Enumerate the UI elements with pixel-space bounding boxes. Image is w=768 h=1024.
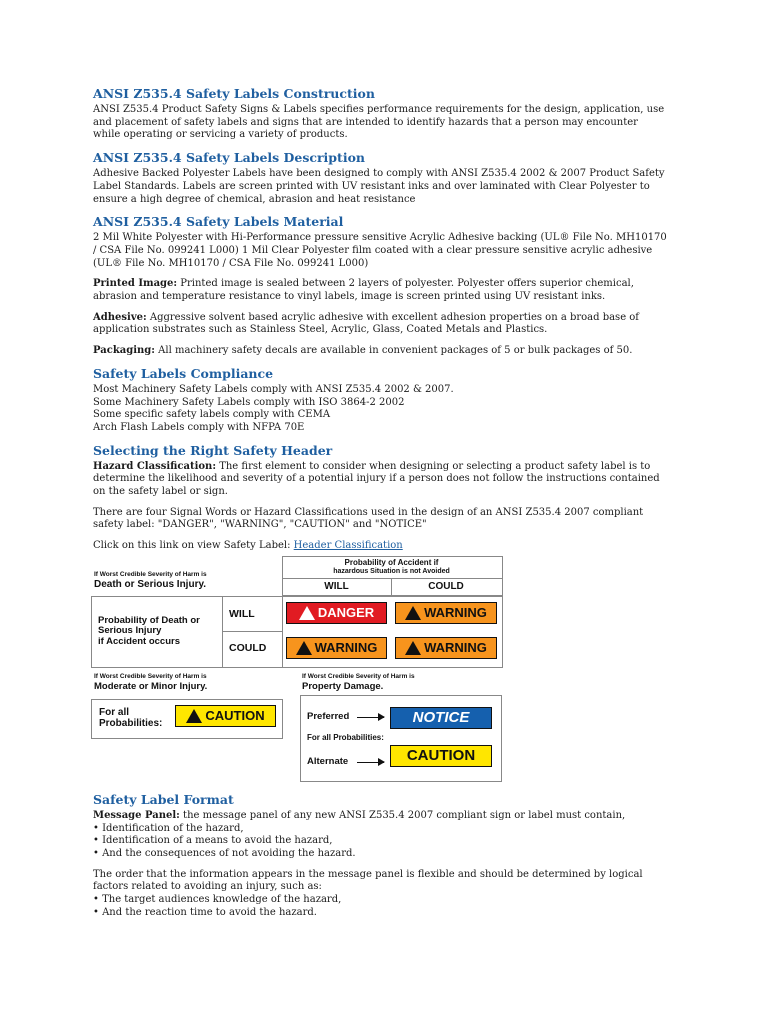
order-text: The order that the information appears in the message panel is flexible and should be determined by logical factors related to avoiding an injury, such as: <box>93 868 643 893</box>
compliance-line: Most Machinery Safety Labels comply with ANSI Z535.4 2002 & 2007. <box>93 383 454 395</box>
message-panel-text: the message panel of any new ANSI Z535.4 2007 compliant sign or label must contain, <box>179 809 626 821</box>
document-page <box>93 86 668 920</box>
for-all-label <box>99 707 162 729</box>
warning-sign <box>395 602 497 624</box>
adhesive-label: Adhesive: <box>93 311 147 323</box>
click-text: Click on this link on view Safety Label: <box>93 540 294 552</box>
arrow-right-icon <box>357 762 384 763</box>
warning-triangle-icon <box>405 606 421 620</box>
preferred-label: Preferred <box>307 710 350 722</box>
warning-label: WARNING <box>424 605 487 621</box>
severity-2-value: Moderate or Minor Injury. <box>94 680 208 692</box>
hazard-label: Hazard Classification: <box>93 460 217 472</box>
hazard-text: The first element to consider when designing or selecting a product safety label is to determine the likelihood and severity of a potential injury if a person does not follow the instructions contained on the safety label or sign. <box>93 460 660 498</box>
hazard-paragraph <box>93 461 668 499</box>
row-label-line: Serious Injury <box>98 625 162 637</box>
arrow-right-icon <box>357 717 384 718</box>
compliance-line: Arch Flash Labels comply with NFPA 70E <box>93 421 305 433</box>
row-label-line: if Accident occurs <box>98 635 181 647</box>
severity-1-value: Death or Serious Injury. <box>94 578 207 590</box>
col-could-label: COULD <box>428 580 464 592</box>
list-item: • Identification of a means to avoid the hazard, <box>93 835 333 847</box>
packaging-text: All machinery safety decals are available in convenient packages of 5 or bulk packages of 50. <box>154 345 633 357</box>
probability-title <box>282 558 501 576</box>
heading-material: ANSI Z535.4 Safety Labels Material <box>93 214 344 230</box>
for-all-probabilities: For all Probabilities: <box>307 732 384 742</box>
caution-sign-alternate: CAUTION <box>390 745 492 767</box>
for-all-line: For all <box>99 706 130 718</box>
severity-3-value: Property Damage. <box>302 680 384 692</box>
message-panel-line <box>93 810 668 823</box>
compliance-line: Some Machinery Safety Labels comply with ISO 3864-2 2002 <box>93 396 405 408</box>
printed-image-label: Printed Image: <box>93 278 178 290</box>
heading-safety-header: Selecting the Right Safety Header <box>93 442 333 458</box>
danger-label: DANGER <box>317 605 375 621</box>
danger-triangle-icon <box>299 606 315 620</box>
click-paragraph <box>93 540 668 553</box>
row-could-label: COULD <box>229 641 267 654</box>
compliance-line: Some specific safety labels comply with CEMA <box>93 409 331 421</box>
warning-label: WARNING <box>314 640 378 656</box>
construction-body: ANSI Z535.4 Product Safety Signs & Labels specifies performance requirements for the design, application, use and placement of safety labels and signs that are intended to identify hazards that a person may encounter while operating or servicing a variety of products. <box>93 104 665 141</box>
for-all-line: Probabilities: <box>99 717 163 729</box>
heading-compliance: Safety Labels Compliance <box>93 365 274 381</box>
order-block <box>93 869 668 920</box>
description-body: Adhesive Backed Polyester Labels have been designed to comply with ANSI Z535.4 2002 & 2007 Product Safety Label Standards. Labels are screen printed with UV resistant inks and over laminated with Clear Polyester to ensure a high degree of chemical, abrasion and heat resistance <box>93 168 665 205</box>
header-classification-link[interactable]: Header Classification <box>293 540 403 552</box>
signal-words-paragraph: There are four Signal Words or Hazard Classifications used in the design of an ANSI Z535.4 2007 compliant safety label: "DANGER", "WARNING", "CAUTION" and "NOTICE" <box>93 506 644 531</box>
warning-sign <box>286 637 387 659</box>
severity-1-line: If Worst Credible Severity of Harm is <box>94 570 207 578</box>
adhesive-text: Aggressive solvent based acrylic adhesive with excellent adhesion properties on a broad base of application substrates such as Stainless Steel, Acrylic, Glass, Coated Metals and Plastics. <box>93 311 640 336</box>
warning-sign <box>395 637 497 659</box>
alternate-label: Alternate <box>307 755 349 767</box>
message-panel-label: Message Panel: <box>93 809 180 821</box>
material-body: 2 Mil White Polyester with Hi-Performance pressure sensitive Acrylic Adhesive backing (UL® File No. MH10170 / CSA File No. 099241 L000) 1 Mil Clear Polyester film coated with a clear pressure sensitive acrylic adhesive (UL® File No. MH10170 / CSA File No. 099241 L000) <box>93 232 667 269</box>
severity-2-line: If Worst Credible Severity of Harm is <box>94 672 207 680</box>
heading-description: ANSI Z535.4 Safety Labels Description <box>93 150 365 166</box>
heading-format: Safety Label Format <box>93 791 234 807</box>
caution-sign <box>175 705 276 727</box>
printed-image-text: Printed image is sealed between 2 layers of polyester. Polyester offers superior chemical, abrasion and temperature resistance to vinyl labels, image is screen printed using UV resistant inks. <box>93 278 634 303</box>
list-item: • The target audiences knowledge of the hazard, <box>93 894 342 906</box>
danger-sign <box>286 602 387 624</box>
caution-label: CAUTION <box>205 708 265 724</box>
adhesive-paragraph <box>93 312 668 337</box>
probability-title-line: hazardous Situation is not Avoided <box>333 567 450 575</box>
header-classification-figure <box>91 556 503 782</box>
list-item: • And the consequences of not avoiding the hazard. <box>93 847 356 859</box>
warning-label: WARNING <box>424 640 487 656</box>
packaging-paragraph <box>93 345 668 358</box>
severity-3-line: If Worst Credible Severity of Harm is <box>302 672 415 680</box>
probability-title-line: Probability of Accident if <box>344 557 439 567</box>
warning-triangle-icon <box>405 641 421 655</box>
row-label-line: Probability of Death or <box>98 614 200 626</box>
notice-sign: NOTICE <box>390 707 492 729</box>
compliance-list <box>93 384 668 435</box>
caution-triangle-icon <box>186 709 202 723</box>
printed-image-paragraph <box>93 278 668 303</box>
row-will-label: WILL <box>229 607 255 620</box>
row-label <box>98 616 200 648</box>
packaging-label: Packaging: <box>93 345 155 357</box>
heading-construction: ANSI Z535.4 Safety Labels Construction <box>93 86 375 101</box>
warning-triangle-icon <box>296 641 312 655</box>
list-item: • And the reaction time to avoid the hazard. <box>93 906 317 918</box>
col-will-label: WILL <box>324 580 349 592</box>
list-item: • Identification of the hazard, <box>93 822 244 834</box>
message-panel-block <box>93 810 668 861</box>
